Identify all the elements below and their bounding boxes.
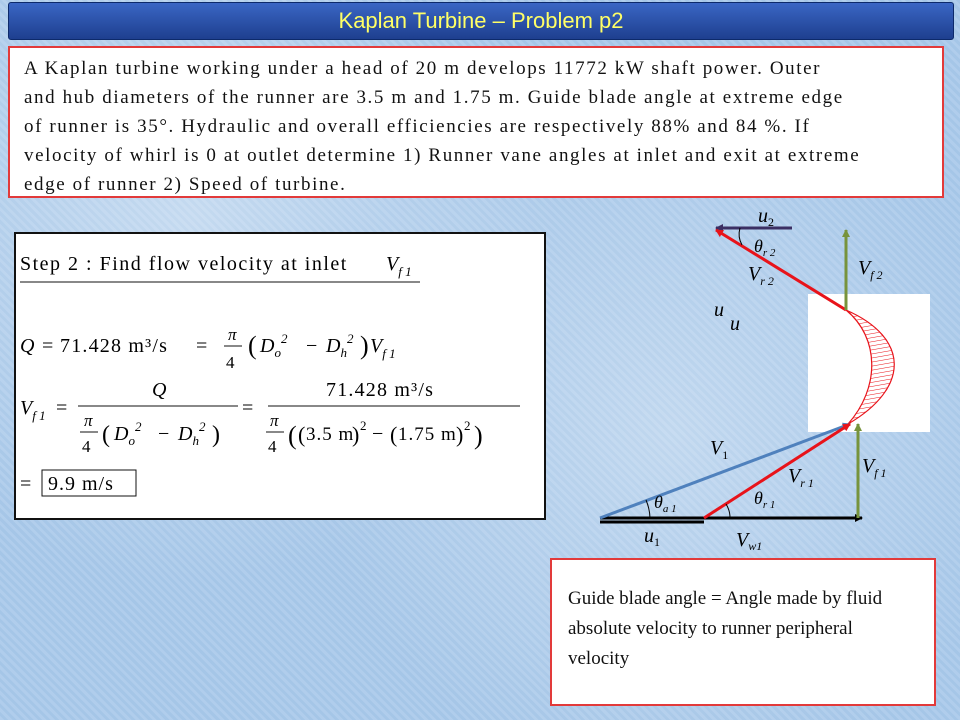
eq2-do: $D_o^2$ (114, 419, 142, 448)
eq2-minus2: − (372, 423, 384, 445)
theta-a1-arc (646, 500, 650, 518)
vr2-arrow (716, 230, 846, 310)
eq1-equals2: = (196, 335, 208, 357)
step-title: Step 2 : Find flow velocity at inlet (20, 253, 348, 275)
label-vf2: $V_{f 2}$ (858, 257, 883, 282)
note-line: velocity (568, 648, 630, 669)
velocity-triangle-diagram (580, 198, 950, 558)
eq1-dh: $D_h^2$ (326, 331, 354, 360)
eq2-four2: 4 (268, 437, 277, 456)
eq1-q: Q (20, 335, 35, 357)
eq1-do: $D_o^2$ (260, 331, 288, 360)
problem-line: and hub diameters of the runner are 3.5 m and 1.75 m. Guide blade angle at extreme edge (24, 87, 844, 108)
eq2-outer-close: ) (474, 421, 483, 450)
eq2-dh-value: 1.75 m (398, 424, 457, 445)
label-theta-r1: $\theta_{r 1}$ (754, 488, 776, 511)
problem-line: A Kaplan turbine working under a head of 20 m develops 11772 kW shaft power. Outer (24, 58, 822, 79)
theta-r2-arc (739, 228, 742, 245)
eq2-p2-open: ( (390, 422, 398, 447)
solution-step-box (14, 232, 546, 520)
eq2-minus: − (158, 423, 170, 445)
eq2-q-value: 71.428 m³/s (326, 379, 435, 401)
problem-line: velocity of whirl is 0 at outlet determine 1) Runner vane angles at inlet and exit at extreme (24, 145, 861, 166)
label-v1: $V_1$ (710, 437, 729, 462)
eq2-vf1: $V_{f 1}$ (20, 397, 46, 423)
guide-blade-note (550, 558, 936, 706)
label-vr2: $V_{r 2}$ (748, 263, 774, 288)
label-vw1: $V_{w1}$ (736, 529, 763, 553)
slide-title: Kaplan Turbine – Problem p2 (8, 2, 954, 40)
problem-statement (8, 46, 944, 198)
blade-background (808, 294, 930, 432)
note-line: Guide blade angle = Angle made by fluid (568, 588, 883, 609)
solution-equations (16, 234, 544, 518)
eq2-pi: π (84, 411, 93, 430)
eq1-pi: π (228, 325, 237, 344)
eq1-equals: = (42, 335, 54, 357)
label-u-a: u (714, 299, 724, 321)
eq2-p2-close: ) (456, 422, 464, 447)
eq1-paren-close: ) (360, 331, 369, 360)
eq2-equals2: = (242, 397, 254, 419)
result-value: 9.9 m/s (48, 473, 114, 495)
eq1-minus: − (306, 335, 318, 357)
label-vr1: $V_{r 1}$ (788, 465, 814, 490)
eq2-pi2: π (270, 411, 279, 430)
eq2-p1-close: ) (352, 422, 360, 447)
result-equals: = (20, 473, 32, 495)
eq2-equals: = (56, 397, 68, 419)
note-line: absolute velocity to runner peripheral (568, 618, 853, 639)
label-vf1: $V_{f 1}$ (862, 455, 887, 480)
eq2-outer-open: ( (288, 421, 297, 450)
eq2-four: 4 (82, 437, 91, 456)
label-u2: $u_2$ (758, 205, 774, 229)
eq2-p1-open: ( (298, 422, 306, 447)
eq2-dh: $D_h^2$ (178, 419, 206, 448)
eq1-vf1: $V_{f 1}$ (370, 335, 396, 361)
eq1-paren-open: ( (248, 331, 257, 360)
vf1-symbol: $V_{f 1}$ (386, 253, 412, 279)
eq1-four: 4 (226, 353, 235, 372)
theta-r1-arc (726, 504, 730, 518)
eq2-paren-open: ( (102, 422, 110, 448)
label-u1: $u_1$ (644, 525, 660, 549)
problem-line: of runner is 35°. Hydraulic and overall efficiencies are respectively 88% and 84 %. If (24, 116, 811, 137)
eq2-sq2: 2 (464, 418, 471, 433)
problem-line: edge of runner 2) Speed of turbine. (24, 174, 347, 195)
label-u-b: u (730, 313, 740, 335)
label-theta-r2: $\theta_{r 2}$ (754, 236, 776, 259)
eq2-do-value: 3.5 m (306, 424, 355, 445)
label-theta-a1: $\theta_{a 1}$ (654, 492, 677, 515)
eq2-paren-close: ) (212, 422, 220, 448)
eq2-sq1: 2 (360, 418, 367, 433)
eq1-q-value: 71.428 m³/s (60, 335, 169, 357)
eq2-q: Q (152, 379, 167, 401)
